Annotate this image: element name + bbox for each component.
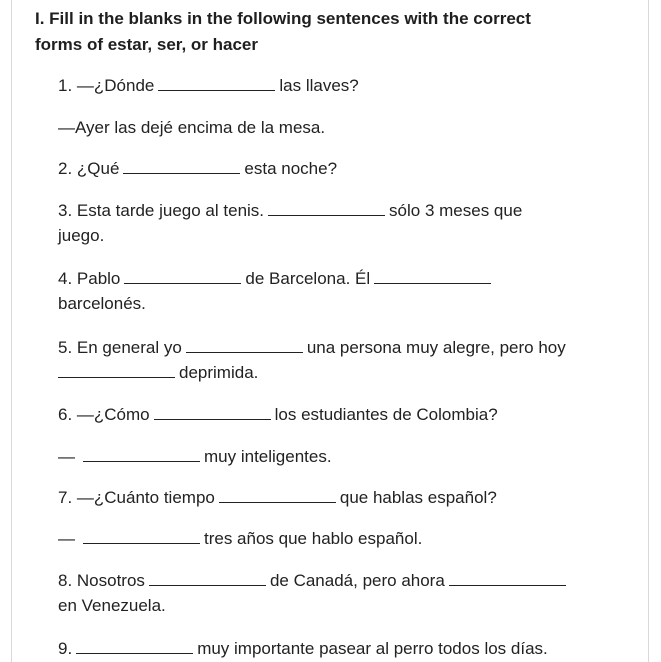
sentence-6 xyxy=(58,402,628,427)
sentence-4-start: 4. Pablo xyxy=(58,269,121,288)
sentence-5-middle: una persona muy alegre, pero hoy xyxy=(306,338,566,357)
sentence-7-reply-end: tres años que hablo español. xyxy=(204,529,423,548)
sentence-3-start: 3. Esta tarde juego al tenis. xyxy=(58,201,265,220)
blank-1 xyxy=(158,89,275,91)
sentence-4 xyxy=(58,266,628,316)
sentence-6-reply-end: muy inteligentes. xyxy=(204,447,332,466)
sentence-6-start: 6. —¿Cómo xyxy=(58,405,150,424)
sentence-6-end: los estudiantes de Colombia? xyxy=(274,405,498,424)
sentence-7-reply xyxy=(58,526,628,551)
sentence-3 xyxy=(58,198,628,248)
content-frame xyxy=(11,0,649,662)
blank-5b xyxy=(58,376,175,378)
sentence-8-middle: de Canadá, pero ahora xyxy=(269,571,445,590)
sentence-9-start: 9. xyxy=(58,639,73,658)
sentence-8 xyxy=(58,568,628,618)
sentence-5-start: 5. En general yo xyxy=(58,338,182,357)
sentence-6-reply xyxy=(58,444,628,469)
sentence-1-start: 1. —¿Dónde xyxy=(58,76,155,95)
sentence-7-end: que hablas español? xyxy=(339,488,497,507)
sentence-1 xyxy=(58,73,628,98)
sentence-2-start: 2. ¿Qué xyxy=(58,159,120,178)
sentence-7-reply-dash: — xyxy=(58,529,75,548)
sentence-3-continuation: juego. xyxy=(58,226,105,245)
title-line-1: I. Fill in the blanks in the following sentences with the correct xyxy=(35,9,531,28)
blank-6r xyxy=(83,460,200,462)
sentence-4-continuation: barcelonés. xyxy=(58,294,146,313)
blank-5a xyxy=(186,351,303,353)
sentence-4-middle: de Barcelona. Él xyxy=(245,269,371,288)
sentence-8-continuation: en Venezuela. xyxy=(58,596,166,615)
blank-7r xyxy=(83,542,200,544)
sentence-2-end: esta noche? xyxy=(244,159,338,178)
blank-3 xyxy=(268,214,385,216)
blank-7 xyxy=(219,501,336,503)
blank-8a xyxy=(149,584,266,586)
blank-8b xyxy=(449,584,566,586)
sentence-9 xyxy=(58,636,628,661)
sentence-7-start: 7. —¿Cuánto tiempo xyxy=(58,488,215,507)
blank-4b xyxy=(374,282,491,284)
sentence-1-reply-text: —Ayer las dejé encima de la mesa. xyxy=(58,118,326,137)
sentence-9-end: muy importante pasear al perro todos los días. xyxy=(197,639,548,658)
exercise-title xyxy=(35,6,625,58)
title-line-2: forms of estar, ser, or hacer xyxy=(35,35,258,54)
blank-2 xyxy=(123,172,240,174)
sentence-1-reply xyxy=(58,115,628,140)
sentence-5 xyxy=(58,335,628,385)
blank-4a xyxy=(124,282,241,284)
sentence-5-end: deprimida. xyxy=(179,363,259,382)
sentence-8-start: 8. Nosotros xyxy=(58,571,145,590)
blank-9 xyxy=(76,652,193,654)
sentence-3-end: sólo 3 meses que xyxy=(389,201,523,220)
sentence-7 xyxy=(58,485,628,510)
sentence-1-end: las llaves? xyxy=(279,76,359,95)
sentence-6-reply-dash: — xyxy=(58,447,75,466)
sentence-2 xyxy=(58,156,628,181)
blank-6 xyxy=(154,418,271,420)
